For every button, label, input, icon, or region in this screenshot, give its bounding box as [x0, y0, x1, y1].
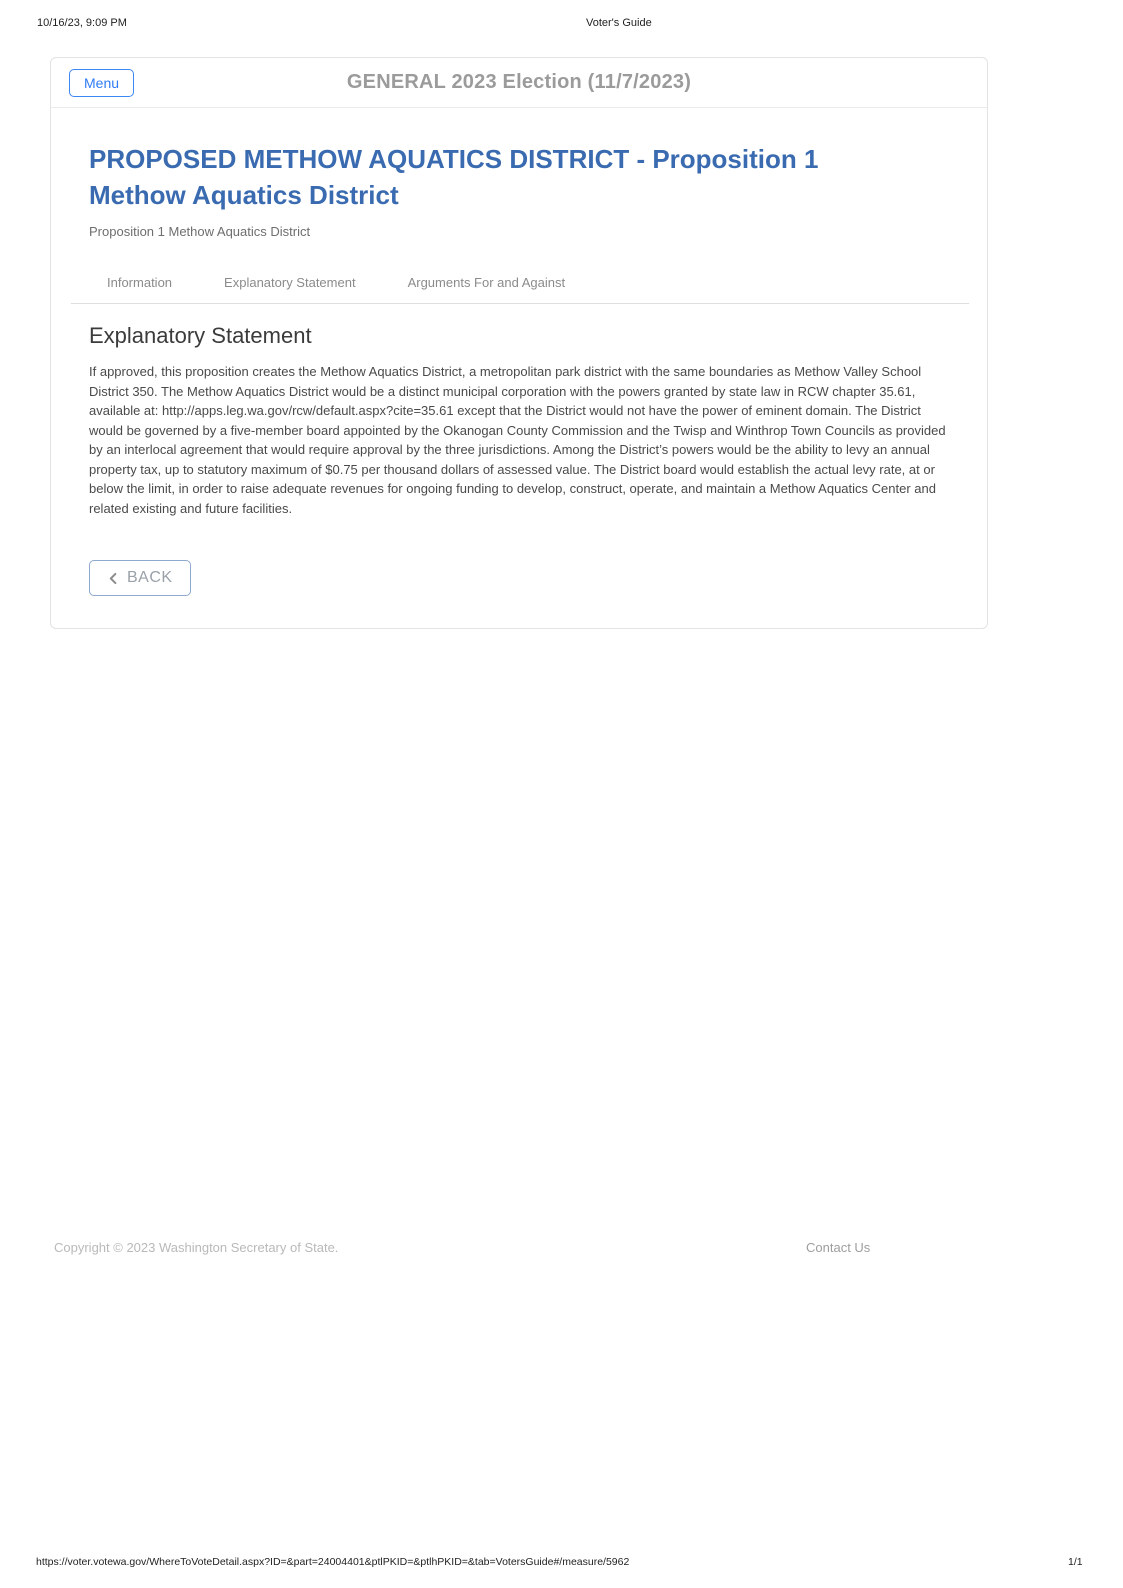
back-button[interactable] [89, 560, 191, 596]
back-button-label: BACK [127, 569, 173, 586]
card-header [51, 58, 987, 108]
card-body [51, 108, 987, 628]
chevron-left-icon [107, 571, 120, 586]
print-url: https://voter.votewa.gov/WhereToVoteDetail.aspx?ID=&part=24004401&ptlPKID=&ptlhPKID=&tab=VotersGuide#/measure/5962 [36, 1556, 630, 1568]
tab-arguments-for-and-against[interactable]: Arguments For and Against [407, 275, 566, 290]
explanatory-statement-text: If approved, this proposition creates the Methow Aquatics District, a metropolitan park district with the same boundaries as Methow Valley School District 350. The Methow Aquatics District would be a distinct municipal corporation with the powers granted by state law in RCW chapter 35.61, available at: http://apps.leg.wa.gov/rcw/default.aspx?cite=35.61 except that the District would not have the power of eminent domain. The District would be governed by a five-member board appointed by the Okanogan County Commission and the Twisp and Winthrop Town Councils as provided by an interlocal agreement that would require approval by the three jurisdictions. Among the District’s powers would be the ability to levy an annual property tax, up to statutory maximum of $0.75 per thousand dollars of assessed value. The District board would establish the actual levy rate, at or below the limit, in order to raise adequate revenues for ongoing funding to develop, construct, operate, and maintain a Methow Aquatics Center and related existing and future facilities. [89, 364, 946, 516]
voters-guide-card [50, 57, 988, 629]
menu-button[interactable]: Menu [69, 69, 134, 97]
section-heading: Explanatory Statement [89, 323, 312, 348]
print-document-title: Voter's Guide [586, 17, 652, 29]
measure-subtitle: Proposition 1 Methow Aquatics District [89, 224, 311, 239]
measure-tabs [89, 275, 957, 303]
tab-explanatory-statement[interactable]: Explanatory Statement [224, 275, 356, 290]
election-title: GENERAL 2023 Election (11/7/2023) [346, 71, 692, 93]
tab-information[interactable]: Information [107, 275, 173, 290]
contact-us-link[interactable]: Contact Us [806, 1240, 871, 1255]
measure-title: PROPOSED METHOW AQUATICS DISTRICT - Proposition 1 Methow Aquatics District [89, 144, 819, 210]
footer-copyright: Copyright © 2023 Washington Secretary of State. [54, 1240, 339, 1255]
print-page-number: 1/1 [1068, 1556, 1083, 1568]
print-timestamp: 10/16/23, 9:09 PM [37, 17, 127, 29]
tabs-divider [71, 303, 969, 304]
